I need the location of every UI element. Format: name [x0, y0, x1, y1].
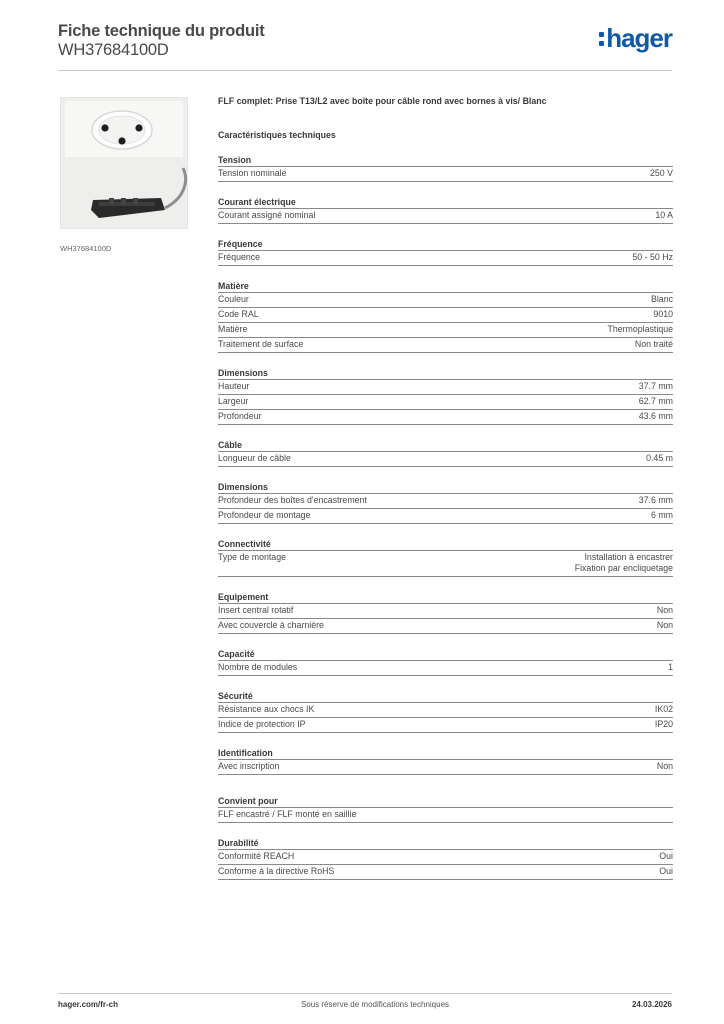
page-header — [58, 20, 672, 71]
socket-product-icon — [61, 98, 187, 228]
spec-value: IP20 — [654, 719, 673, 729]
spec-label: Courant assigné nominal — [218, 210, 316, 220]
spec-group — [218, 747, 673, 775]
spec-row — [218, 661, 673, 676]
spec-value: 37.6 mm — [638, 495, 673, 505]
spec-group — [218, 439, 673, 467]
tech-section-title: Caractéristiques techniques — [218, 130, 336, 140]
spec-row — [218, 551, 673, 577]
spec-group — [218, 154, 673, 182]
spec-value-line: Fixation par encliquetage — [574, 563, 673, 573]
product-description: FLF complet: Prise T13/L2 avec boîte pour câble rond avec bornes à vis/ Blanc — [218, 96, 547, 106]
spec-value: IK02 — [654, 704, 673, 714]
spec-label: FLF encastré / FLF monté en saillie — [218, 809, 357, 819]
spec-group — [218, 238, 673, 266]
footer-notice: Sous réserve de modifications techniques — [300, 1000, 450, 1009]
spec-label: Largeur — [218, 396, 249, 406]
spec-value: Oui — [659, 851, 673, 861]
spec-value: 6 mm — [651, 510, 673, 520]
spec-row — [218, 808, 673, 823]
spec-label: Indice de protection IP — [218, 719, 306, 729]
spec-row — [218, 703, 673, 718]
spec-label: Matière — [218, 324, 248, 334]
spec-value: Non — [656, 605, 673, 615]
group-title: Matière — [218, 280, 673, 293]
spec-row — [218, 509, 673, 524]
spec-value: 50 - 50 Hz — [632, 252, 673, 262]
product-reference: WH37684100D — [58, 41, 169, 59]
spec-label: Traitement de surface — [218, 339, 304, 349]
spec-row — [218, 323, 673, 338]
spec-value: 37.7 mm — [638, 381, 673, 391]
spec-value: Blanc — [650, 294, 673, 304]
group-title: Capacité — [218, 648, 673, 661]
spec-group — [218, 481, 673, 524]
spec-row — [218, 865, 673, 880]
spec-value: 9010 — [653, 309, 673, 319]
spec-row — [218, 251, 673, 266]
group-title: Connectivité — [218, 538, 673, 551]
spec-label: Insert central rotatif — [218, 605, 294, 615]
spec-label: Fréquence — [218, 252, 261, 262]
logo-dots-icon — [599, 32, 604, 46]
product-image — [60, 97, 188, 229]
spec-row — [218, 410, 673, 425]
spec-label: Code RAL — [218, 309, 259, 319]
spec-label: Profondeur de montage — [218, 510, 311, 520]
spec-row — [218, 718, 673, 733]
spec-group — [218, 690, 673, 733]
spec-label: Conformité REACH — [218, 851, 295, 861]
spec-value: 62.7 mm — [638, 396, 673, 406]
footer-website-link[interactable]: hager.com/fr-ch — [58, 1000, 119, 1009]
group-title: Sécurité — [218, 690, 673, 703]
spec-group — [218, 837, 673, 880]
footer-date: 24.03.2026 — [631, 1000, 672, 1009]
spec-value — [575, 552, 673, 574]
spec-row — [218, 494, 673, 509]
spec-row — [218, 604, 673, 619]
group-title: Courant électrique — [218, 196, 673, 209]
spec-row — [218, 760, 673, 775]
spec-value: 10 A — [655, 210, 673, 220]
spec-label: Résistance aux chocs IK — [218, 704, 315, 714]
spec-row — [218, 395, 673, 410]
group-title: Dimensions — [218, 481, 673, 494]
spec-group — [218, 648, 673, 676]
spec-label: Hauteur — [218, 381, 250, 391]
spec-value-line: Installation à encastrer — [584, 552, 673, 562]
spec-label: Tension nominale — [218, 168, 287, 178]
group-title: Identification — [218, 747, 673, 760]
spec-content — [218, 96, 673, 880]
spec-label: Type de montage — [218, 552, 286, 562]
logo-text: hager — [606, 22, 672, 53]
spec-label: Couleur — [218, 294, 249, 304]
spec-label: Profondeur — [218, 411, 262, 421]
spec-group — [218, 591, 673, 634]
group-title: Tension — [218, 154, 673, 167]
spec-group — [218, 795, 673, 823]
spec-group — [218, 280, 673, 353]
spec-value: Non traité — [634, 339, 673, 349]
spec-label: Avec couvercle à charnière — [218, 620, 324, 630]
spec-group — [218, 196, 673, 224]
group-title: Convient pour — [218, 795, 673, 808]
spec-value: 43.6 mm — [638, 411, 673, 421]
document-title: Fiche technique du produit — [58, 22, 265, 40]
page-footer — [58, 993, 672, 1009]
image-caption: WH37684100D — [60, 244, 112, 253]
spec-row — [218, 167, 673, 182]
spec-row — [218, 293, 673, 308]
hager-logo[interactable] — [599, 24, 672, 52]
spec-group — [218, 538, 673, 577]
spec-group — [218, 367, 673, 425]
spec-value: 0.45 m — [646, 453, 673, 463]
spec-row — [218, 338, 673, 353]
spec-row — [218, 308, 673, 323]
spec-row — [218, 452, 673, 467]
spec-value: Thermoplastique — [607, 324, 673, 334]
group-title: Equipement — [218, 591, 673, 604]
spec-value: 250 V — [650, 168, 673, 178]
spec-value: Non — [656, 761, 673, 771]
spec-label: Longueur de câble — [218, 453, 291, 463]
spec-label: Avec inscription — [218, 761, 280, 771]
spec-label: Conforme à la directive RoHS — [218, 866, 335, 876]
group-title: Fréquence — [218, 238, 673, 251]
spec-row — [218, 850, 673, 865]
group-title: Câble — [218, 439, 673, 452]
group-title: Dimensions — [218, 367, 673, 380]
spec-row — [218, 209, 673, 224]
spec-label: Profondeur des boîtes d'encastrement — [218, 495, 367, 505]
spec-label: Nombre de modules — [218, 662, 298, 672]
group-title: Durabilité — [218, 837, 673, 850]
spec-value: 1 — [668, 662, 673, 672]
spec-value: Oui — [659, 866, 673, 876]
spec-value: Non — [656, 620, 673, 630]
spec-row — [218, 619, 673, 634]
spec-row — [218, 380, 673, 395]
